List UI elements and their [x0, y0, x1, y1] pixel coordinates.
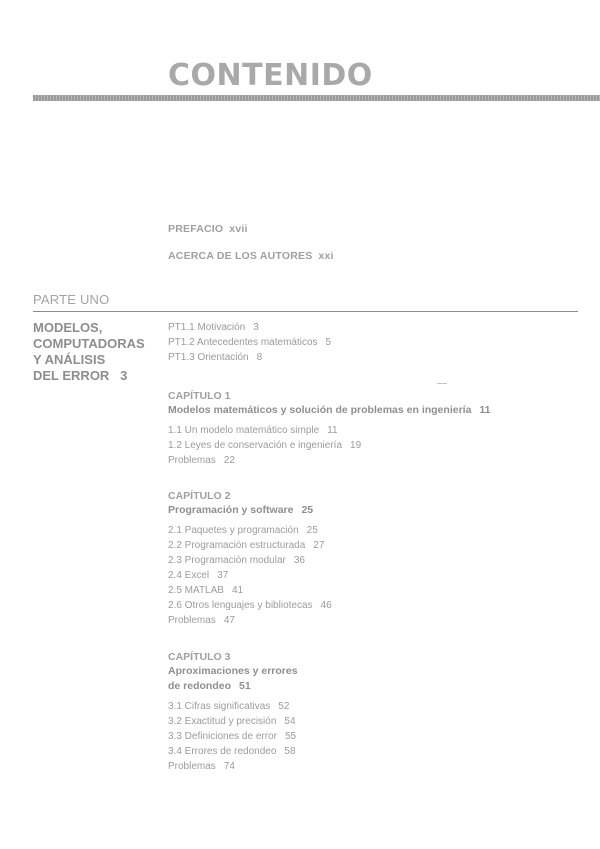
page-title: CONTENIDO [168, 58, 373, 93]
chapter-title-line: Aproximaciones y errores [168, 665, 298, 677]
entry-label: 2.2 Programación estructurada [168, 540, 306, 551]
part-title-line: MODELOS, [33, 320, 103, 335]
entry-label: PT1.1 Motivación [168, 322, 246, 333]
entry-label: 2.4 Excel [168, 570, 210, 581]
entry-label: 2.3 Programación modular [168, 555, 286, 566]
chapter-title[interactable] [168, 664, 298, 694]
toc-entry[interactable] [168, 453, 491, 468]
entry-label: 3.3 Definiciones de error [168, 731, 277, 742]
toc-entry[interactable] [168, 350, 331, 365]
part-label: PARTE UNO [33, 292, 110, 307]
entry-page: 3 [253, 322, 259, 333]
entry-label: PT1.2 Antecedentes matemáticos [168, 337, 318, 348]
toc-entry[interactable] [168, 320, 331, 335]
entry-page: 74 [223, 761, 235, 772]
chapter-title-text: Modelos matemáticos y solución de problemas en ingeniería [168, 404, 472, 416]
entry-label: 3.4 Errores de redondeo [168, 746, 277, 757]
part-title-line [33, 368, 163, 384]
entry-page: 22 [223, 455, 235, 466]
toc-entry[interactable] [168, 568, 332, 583]
toc-entry[interactable] [168, 598, 332, 613]
entry-label: Problemas [168, 615, 216, 626]
part-rule [33, 311, 578, 312]
part-page: 3 [120, 368, 128, 383]
entry-label: 3.2 Exactitud y precisión [168, 716, 277, 727]
toc-entry[interactable] [168, 423, 491, 438]
entry-label: 1.2 Leyes de conservación e ingeniería [168, 440, 343, 451]
entry-page: xvii [229, 223, 248, 235]
entry-label: PREFACIO [168, 223, 224, 235]
entry-label: 2.5 MATLAB [168, 585, 224, 596]
chapter-title[interactable] [168, 503, 332, 518]
entry-page: 5 [325, 337, 332, 348]
toc-entry[interactable] [168, 438, 491, 453]
chapter-page: 51 [239, 680, 251, 692]
entry-page: 8 [256, 352, 263, 363]
entry-label: Problemas [168, 455, 216, 466]
chapter-page: 25 [301, 504, 314, 516]
chapter-title-line: de redondeo [168, 680, 232, 692]
toc-entry[interactable] [168, 729, 298, 744]
entry-page: 36 [293, 555, 305, 566]
toc-entry[interactable] [168, 759, 298, 774]
toc-entry[interactable] [168, 714, 298, 729]
part-title[interactable] [33, 320, 163, 384]
chapter-label: CAPÍTULO 3 [168, 651, 231, 663]
toc-entry[interactable] [168, 613, 332, 628]
entry-page: xxi [318, 250, 334, 262]
entry-page: 52 [278, 701, 290, 712]
toc-entry[interactable] [168, 699, 298, 714]
entry-page: 46 [320, 600, 332, 611]
entry-label: 1.1 Un modelo matemático simple [168, 425, 320, 436]
part-title-line: Y ANÁLISIS [33, 352, 106, 367]
entry-page: 58 [284, 746, 296, 757]
entry-page: 47 [223, 615, 235, 626]
chapter-title-text: Programación y software [168, 504, 294, 516]
entry-label: 2.1 Paquetes y programación [168, 525, 299, 536]
chapter-2 [168, 489, 332, 628]
entry-page: 37 [217, 570, 229, 581]
part-title-line: COMPUTADORAS [33, 336, 145, 351]
entry-label: ACERCA DE LOS AUTORES [168, 250, 313, 262]
stray-mark [437, 383, 447, 384]
toc-entry-prefacio[interactable] [168, 223, 248, 235]
entry-label: Problemas [168, 761, 216, 772]
toc-entry[interactable] [168, 538, 332, 553]
entry-label: 2.6 Otros lenguajes y bibliotecas [168, 600, 313, 611]
part-title-last: DEL ERROR [33, 368, 110, 383]
toc-entry[interactable] [168, 583, 332, 598]
entry-page: 25 [306, 525, 318, 536]
part-section-list [168, 320, 331, 365]
toc-entry[interactable] [168, 744, 298, 759]
title-rule [33, 95, 600, 101]
chapter-label: CAPÍTULO 1 [168, 390, 231, 402]
entry-page: 54 [284, 716, 296, 727]
chapter-page: 11 [479, 404, 491, 416]
toc-entry[interactable] [168, 553, 332, 568]
toc-entry[interactable] [168, 523, 332, 538]
entry-label: 3.1 Cifras significativas [168, 701, 271, 712]
chapter-1 [168, 389, 491, 468]
toc-entry-autores[interactable] [168, 250, 334, 262]
chapter-title[interactable] [168, 403, 491, 418]
toc-entry[interactable] [168, 335, 331, 350]
entry-page: 41 [231, 585, 244, 596]
entry-label: PT1.3 Orientación [168, 352, 249, 363]
chapter-3 [168, 650, 298, 774]
entry-page: 11 [327, 425, 338, 436]
chapter-label: CAPÍTULO 2 [168, 490, 231, 502]
entry-page: 27 [313, 540, 325, 551]
entry-page: 55 [284, 731, 297, 742]
entry-page: 19 [350, 440, 362, 451]
